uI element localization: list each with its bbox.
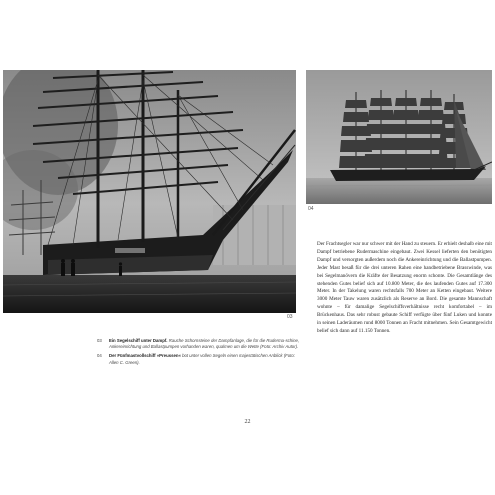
caption-title: Ein Segelschiff unter Dampf. [109, 338, 168, 343]
caption-text: Rauche Schornsteine der Dampfanlage, die für die Ruderma-schine, Ankereinrichtung und Ballastpumpen vorhanden waren, qualmen um die Wette (Foto: Archiv Autor). [109, 338, 300, 350]
figure-04-photo [306, 70, 492, 204]
caption-number: 03 [97, 338, 102, 343]
caption-04 [97, 353, 302, 365]
body-paragraph: Der Frachtsegler war nur schwer mit der Hand zu steuern. Er erhielt deshalb eine mit Dampf betriebene Rudermaschine eingebaut. Zwei Kessel lieferten den benötigten Dampf und versorgten außerdem noch die Ankereinrichtung und die Ballastpumpen. Jeder Mast besaß für die drei unteren Rahen eine handbetriebene Brasswinde, was bei Segelmanövern die Kräfte der Besatzung enorm schonte. Die Gesamtlänge des stehenden Gutes belief sich auf 10.800 Meter, die des laufenden Gutes auf 17.300 Meter. In der Takelung waren rechtsfalls 700 Meter an Ketten eingebaut. Weitere 3000 Meter Tauw waren zusätzlich als Reserve an Bord. Die gesamte Mannschaft wohnte – für damalige Segelschiffsverhältnisse recht komfortabel – im Brückenhaus. Das sehr robust gebaute Schiff verfügte über fünf Luken und konnte in seinen Laderäumen rund 8000 Tonnen an Fracht mitnehmen. Sein Gesamtgewicht belief sich dann auf 11.150 Tonnen. [317, 241, 492, 334]
figure-03-number: 03 [287, 314, 293, 320]
figure-03-photo [3, 70, 296, 313]
caption-number: 04 [97, 353, 102, 359]
body-text [317, 241, 492, 336]
figure-04-number: 04 [308, 206, 314, 212]
figure-captions [97, 338, 302, 369]
page-number: 22 [244, 419, 251, 425]
caption-text: bot unter vollen Segeln einen majestätischen Anblick (Foto: Allen C. Green). [109, 353, 295, 365]
caption-03 [97, 338, 302, 350]
caption-title: Der Fünfmastvollschiff »Preussen« [109, 353, 181, 359]
